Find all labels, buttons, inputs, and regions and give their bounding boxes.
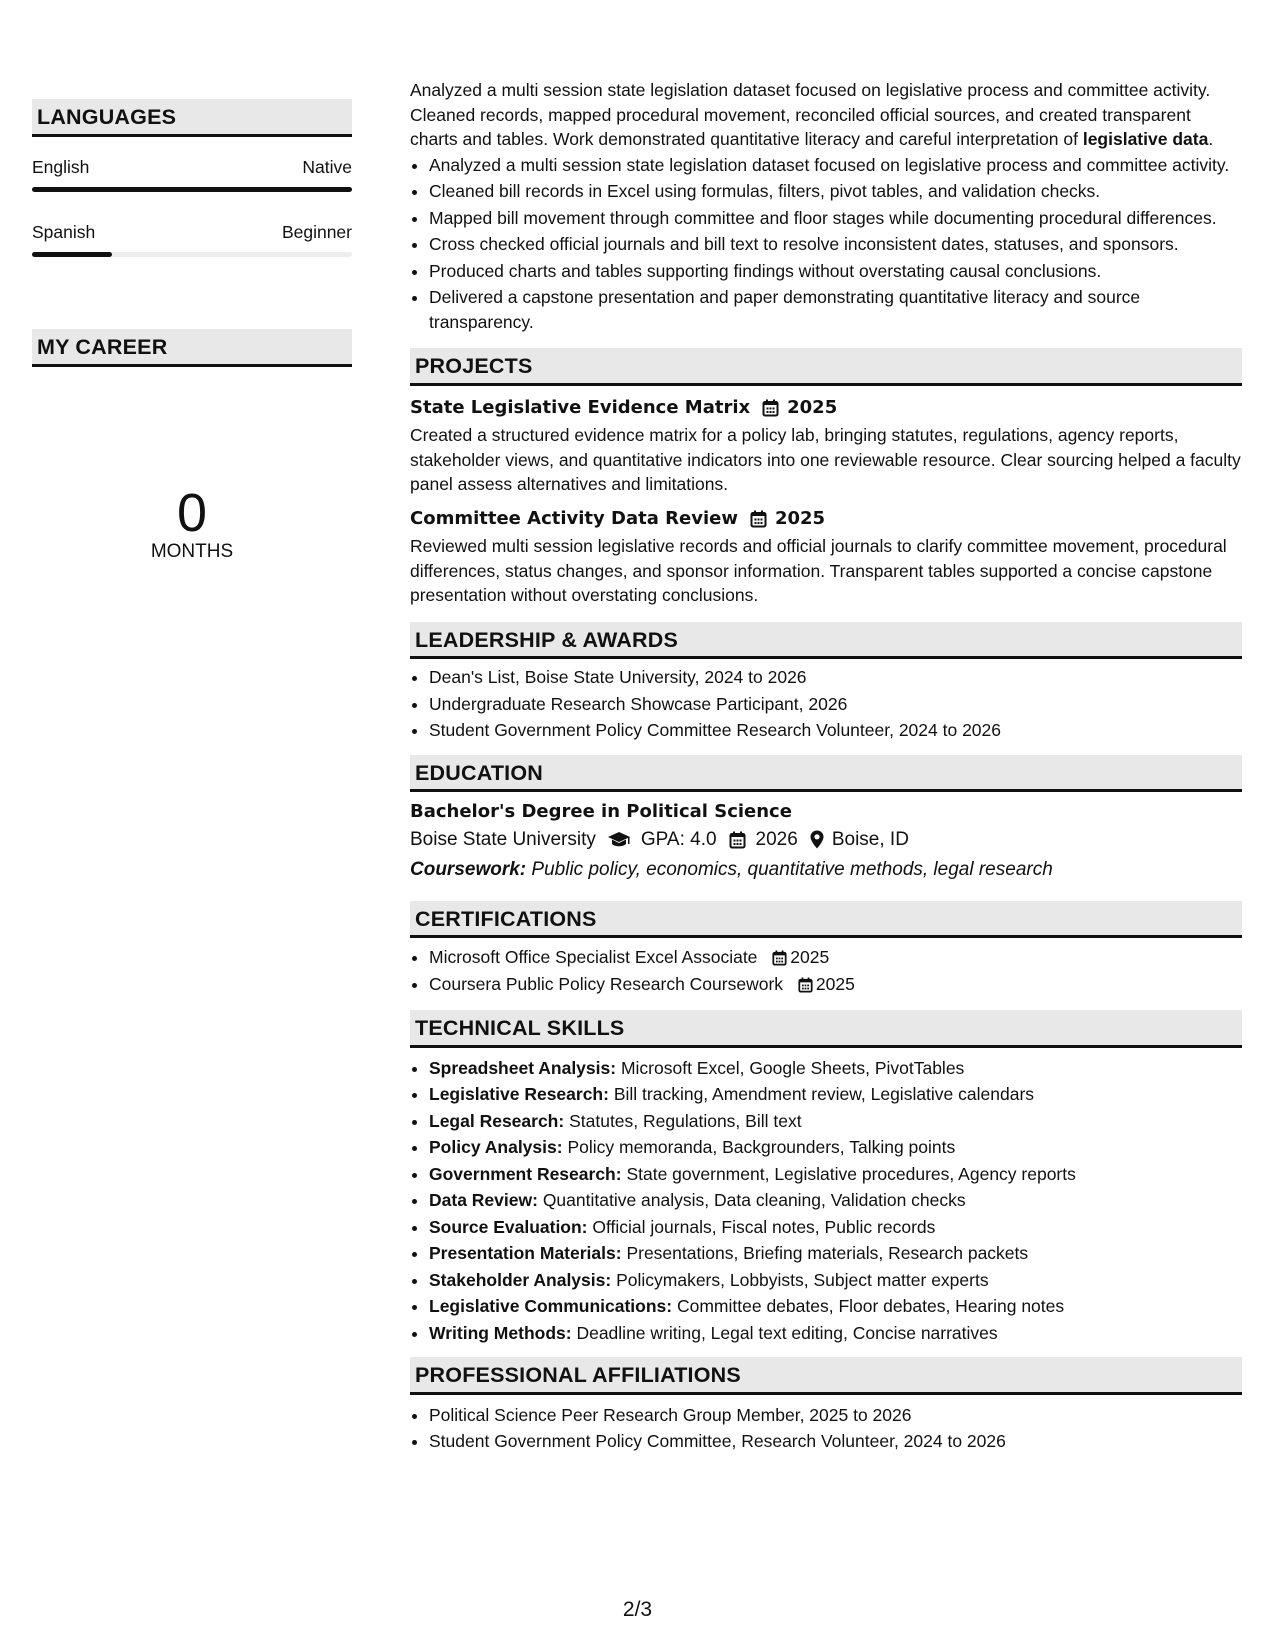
list-item [429, 1268, 1242, 1293]
skill-value: Deadline writing, Legal text editing, Concise narratives [576, 1322, 998, 1343]
skill-value: Committee debates, Floor debates, Hearing notes [676, 1296, 1065, 1316]
list-item [429, 1082, 1242, 1107]
language-proficiency-bar [32, 252, 352, 257]
language-name: Spanish [32, 222, 96, 242]
project-title: State Legislative Evidence Matrix [410, 396, 751, 418]
skill-label: Policy Analysis: [429, 1137, 563, 1157]
project-item [410, 507, 1242, 608]
skill-label: Government Research: [429, 1163, 622, 1184]
affiliations-list [410, 1403, 1242, 1454]
language-proficiency-bar [32, 187, 352, 192]
graduation-year: 2026 [755, 828, 798, 850]
list-item [429, 1294, 1242, 1319]
language-proficiency-fill [32, 252, 112, 257]
graduation-cap-icon [607, 831, 631, 849]
summary-bold: legislative data [1082, 129, 1209, 149]
calendar-icon [750, 510, 767, 528]
project-description: Reviewed multi session legislative records and official journals to clarify committee movement, procedural differences, status changes, and sponsor information. Transparent tables supported a concise capstone presentation without overstating conclusions. [410, 536, 1227, 605]
experience-section [410, 78, 1242, 334]
list-item [429, 1215, 1242, 1240]
list-item: • Undergraduate Research Showcase Participant, 2026 [429, 692, 1242, 717]
education-details [410, 828, 1242, 853]
school-name: Boise State University [410, 828, 596, 850]
list-item: • Mapped bill movement through committee and floor stages while documenting procedural differences. [429, 206, 1242, 231]
list-item: • Cleaned bill records in Excel using formulas, filters, pivot tables, and validation checks. [429, 179, 1242, 204]
calendar-icon [772, 950, 787, 966]
list-item: • Political Science Peer Research Group Member, 2025 to 2026 [429, 1403, 1242, 1428]
certification-name: Coursera Public Policy Research Coursework [429, 973, 784, 994]
affiliations-heading: PROFESSIONAL AFFILIATIONS [410, 1357, 1242, 1395]
career-heading: MY CAREER [32, 329, 352, 367]
leadership-heading: LEADERSHIP & AWARDS [410, 622, 1242, 660]
list-item: • Cross checked official journals and bill text to resolve inconsistent dates, statuses, and sponsors. [429, 232, 1242, 257]
skill-value: State government, Legislative procedures, Agency reports [626, 1163, 1076, 1184]
calendar-icon [762, 399, 779, 417]
skill-label: Spreadsheet Analysis: [429, 1057, 617, 1078]
skill-label: Legislative Research: [429, 1084, 609, 1104]
skills-list [410, 1056, 1242, 1346]
certification-year: 2025 [815, 973, 855, 994]
certification-year: 2025 [790, 947, 830, 967]
skill-label: Stakeholder Analysis: [429, 1269, 612, 1290]
leadership-list [410, 665, 1242, 743]
main-content [410, 78, 1242, 1456]
project-title: Committee Activity Data Review [410, 507, 738, 529]
skill-label: Presentation Materials: [429, 1243, 622, 1263]
skill-label: Data Review: [429, 1190, 538, 1210]
list-item [429, 1109, 1242, 1134]
certification-name: Microsoft Office Specialist Excel Associate [429, 947, 758, 967]
skill-value: Policy memoranda, Backgrounders, Talking points [567, 1137, 956, 1157]
list-item: • Produced charts and tables supporting findings without overstating causal conclusions. [429, 259, 1242, 284]
degree-title: Bachelor's Degree in Political Science [410, 801, 792, 822]
school-location: Boise, ID [831, 828, 909, 850]
language-level: Native [302, 157, 352, 177]
experience-bullets [410, 153, 1242, 335]
skill-label: Legal Research: [429, 1110, 565, 1131]
skill-label: Writing Methods: [429, 1322, 572, 1343]
calendar-icon [729, 831, 746, 849]
list-item [429, 1321, 1242, 1346]
map-pin-icon [810, 830, 824, 849]
list-item [429, 972, 1242, 997]
list-item: • Student Government Policy Committee Research Volunteer, 2024 to 2026 [429, 718, 1242, 743]
page-number: 2/3 [622, 1598, 653, 1621]
project-description: Created a structured evidence matrix for a policy lab, bringing statutes, regulations, agency reports, stakeholder views, and quantitative indicators into one reviewable resource. Clear sourcing helped a faculty panel assess alternatives and limitations. [410, 425, 1241, 494]
skill-value: Official journals, Fiscal notes, Public records [592, 1216, 936, 1237]
career-unit: MONTHS [150, 541, 234, 562]
career-counter [32, 485, 352, 563]
project-year: 2025 [774, 507, 826, 529]
list-item [429, 1135, 1242, 1160]
list-item [429, 1056, 1242, 1081]
certifications-heading: CERTIFICATIONS [410, 901, 1242, 939]
summary-text: Analyzed a multi session state legislation dataset focused on legislative process and committee activity. Cleaned records, mapped procedural movement, reconciled official sources, and created transparent charts and tables. Work demonstrated quantitative literacy and careful interpretation of [410, 80, 1211, 149]
list-item [429, 945, 1242, 970]
skill-value: Bill tracking, Amendment review, Legislative calendars [613, 1084, 1035, 1104]
languages-heading: LANGUAGES [32, 99, 352, 137]
skill-label: Legislative Communications: [429, 1296, 673, 1316]
language-item [32, 157, 352, 192]
coursework [410, 858, 1242, 883]
list-item [429, 1162, 1242, 1187]
project-item [410, 396, 1242, 497]
language-proficiency-fill [32, 187, 352, 192]
skill-value: Microsoft Excel, Google Sheets, PivotTables [620, 1057, 965, 1078]
list-item: • Dean's List, Boise State University, 2024 to 2026 [429, 665, 1242, 690]
education-heading: EDUCATION [410, 755, 1242, 793]
career-value: 0 [176, 483, 208, 543]
summary-end: . [1208, 129, 1214, 149]
skill-value: Statutes, Regulations, Bill text [569, 1110, 802, 1131]
list-item [429, 1188, 1242, 1213]
experience-summary [410, 78, 1242, 152]
list-item: • Student Government Policy Committee, Research Volunteer, 2024 to 2026 [429, 1429, 1242, 1454]
project-year: 2025 [787, 396, 838, 418]
language-level: Beginner [281, 222, 352, 242]
calendar-icon [798, 977, 813, 993]
skills-heading: TECHNICAL SKILLS [410, 1010, 1242, 1048]
list-item: • Analyzed a multi session state legislation dataset focused on legislative process and committee activity. [429, 153, 1242, 178]
list-item [429, 1241, 1242, 1266]
coursework-value: Public policy, economics, quantitative methods, legal research [531, 859, 1053, 880]
list-item: • Delivered a capstone presentation and paper demonstrating quantitative literacy and source transparency. [429, 285, 1242, 334]
skill-value: Quantitative analysis, Data cleaning, Validation checks [542, 1190, 966, 1210]
skill-value: Policymakers, Lobbyists, Subject matter experts [616, 1269, 989, 1290]
gpa: GPA: 4.0 [640, 828, 717, 850]
certifications-list [410, 945, 1242, 996]
coursework-label: Coursework: [410, 859, 527, 880]
projects-heading: PROJECTS [410, 348, 1242, 386]
skill-label: Source Evaluation: [429, 1216, 588, 1237]
language-name: English [32, 157, 90, 177]
language-item [32, 222, 352, 257]
skill-value: Presentations, Briefing materials, Research packets [626, 1243, 1029, 1263]
sidebar [32, 99, 352, 563]
